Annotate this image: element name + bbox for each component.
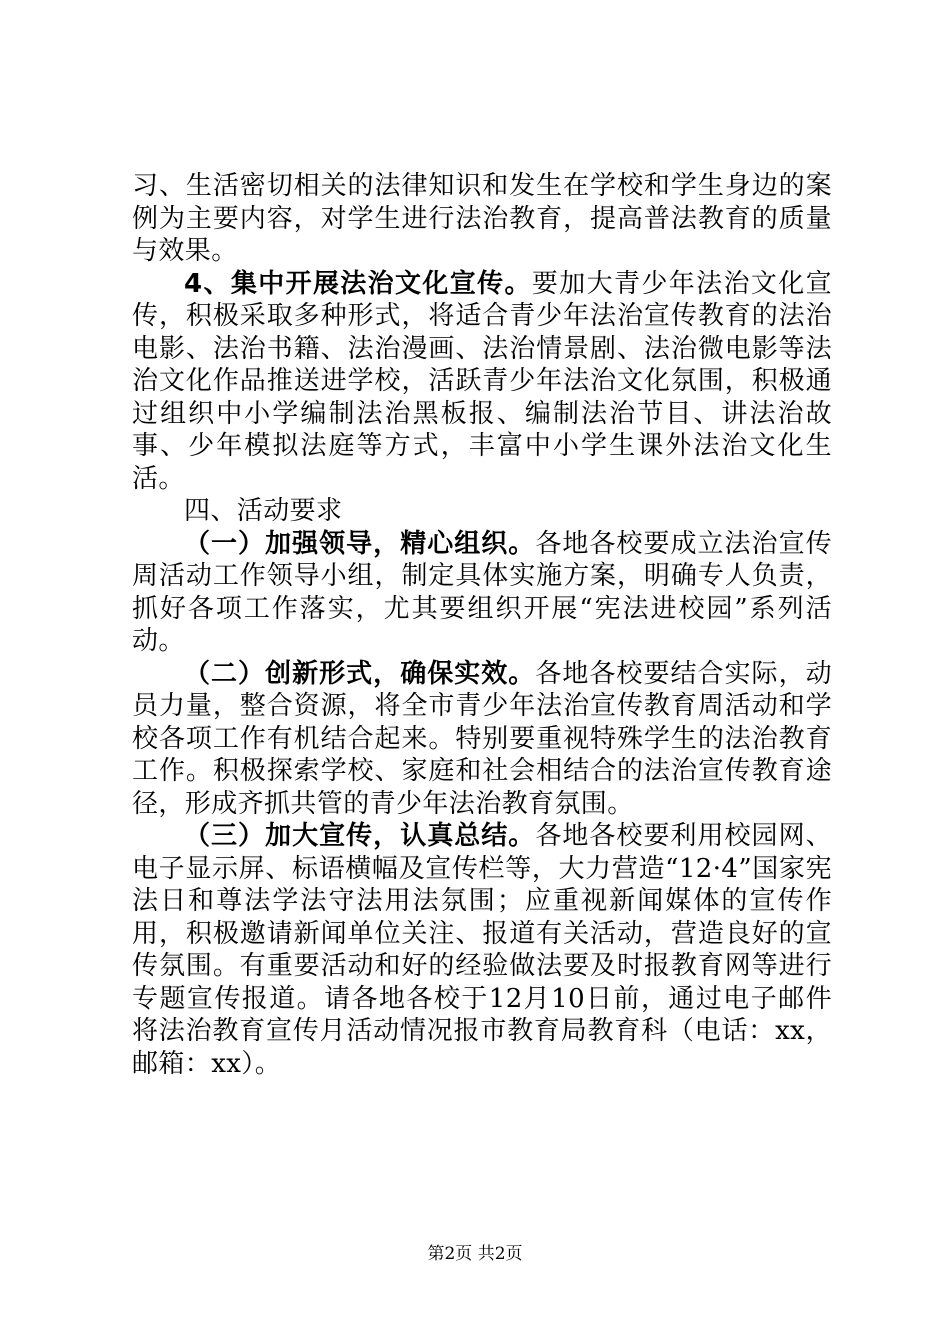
paragraph-text: 习、生活密切相关的法律知识和发生在学校和学生身边的案例为主要内容，对学生进行法治教育，提高普法教育的质量与效果。 [132, 171, 832, 266]
page-number-footer: 第2页 共2页 [427, 1244, 523, 1264]
document-body [132, 170, 832, 1080]
section-heading [132, 495, 832, 528]
paragraph-requirement-1 [132, 528, 832, 658]
paragraph-text: 各地各校要利用校园网、电子显示屏、标语横幅及宣传栏等，大力营造“12·4”国家宪法日和尊法学法守法用法氛围；应重视新闻媒体的宣传作用，积极邀请新闻单位关注、报道有关活动，营造良好的宣传氛围。有重要活动和好的经验做法要及时报教育网等进行专题宣传报道。请各地各校于12月10日前，通过电子邮件将法治教育宣传月活动情况报市教育局教育科（电话：xx，邮箱：xx）。 [132, 821, 833, 1079]
paragraph-heading: （二）创新形式，确保实效。 [184, 658, 536, 689]
paragraph-text: 各地各校要成立法治宣传周活动工作领导小组，制定具体实施方案，明确专人负责，抓好各项工作落实，尤其要组织开展“宪法进校园”系列活动。 [132, 528, 833, 656]
paragraph-requirement-2 [132, 658, 832, 821]
paragraph-continuation [132, 170, 832, 268]
paragraph-heading: （三）加大宣传，认真总结。 [184, 821, 536, 851]
paragraph-item-4 [132, 268, 832, 496]
paragraph-requirement-3 [132, 820, 832, 1080]
section-heading-text: 四、活动要求 [184, 496, 343, 526]
paragraph-heading: 4、集中开展法治文化宣传。 [184, 268, 532, 299]
paragraph-text: 各地各校要结合实际，动员力量，整合资源，将全市青少年法治宣传教育周活动和学校各项工作有机结合起来。特别要重视特殊学生的法治教育工作。积极探索学校、家庭和社会相结合的法治宣传教育途径，形成齐抓共管的青少年法治教育氛围。 [132, 658, 833, 819]
paragraph-text: 要加大青少年法治文化宣传，积极采取多种形式，将适合青少年法治宣传教育的法治电影、法治书籍、法治漫画、法治情景剧、法治微电影等法治文化作品推送进学校，活跃青少年法治文化氛围，积极通过组织中小学编制法治黑板报、编制法治节目、讲法治故事、少年模拟法庭等方式，丰富中小学生课外法治文化生活。 [132, 268, 833, 494]
paragraph-heading: （一）加强领导，精心组织。 [184, 528, 536, 559]
